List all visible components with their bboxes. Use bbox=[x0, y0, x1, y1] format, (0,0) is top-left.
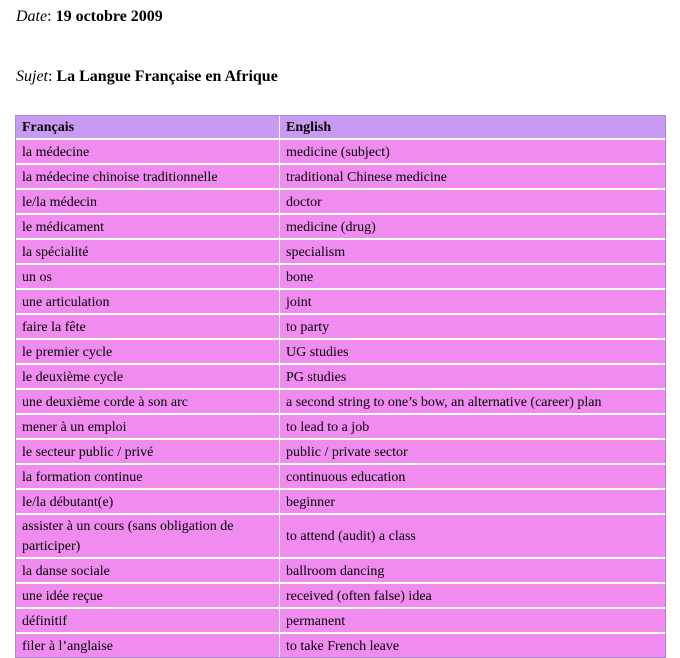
table-row bbox=[16, 559, 665, 584]
table-row bbox=[16, 215, 665, 240]
table-row bbox=[16, 315, 665, 340]
french-term-cell: le premier cycle bbox=[16, 340, 280, 365]
table-row bbox=[16, 190, 665, 215]
french-term-cell: la formation continue bbox=[16, 465, 280, 490]
french-term-cell: filer à l’anglaise bbox=[16, 634, 280, 657]
table-row bbox=[16, 415, 665, 440]
french-term-cell: une deuxième corde à son arc bbox=[16, 390, 280, 415]
table-row bbox=[16, 609, 665, 634]
english-translation-cell: UG studies bbox=[280, 340, 665, 365]
english-translation-cell: public / private sector bbox=[280, 440, 665, 465]
english-translation-cell: specialism bbox=[280, 240, 665, 265]
vocabulary-table bbox=[15, 115, 666, 658]
french-term-cell: la danse sociale bbox=[16, 559, 280, 584]
french-term-cell: la médecine chinoise traditionnelle bbox=[16, 165, 280, 190]
french-term-cell: le deuxième cycle bbox=[16, 365, 280, 390]
subject-value: La Langue Française en Afrique bbox=[56, 68, 278, 85]
subject-line: Sujet: La Langue Française en Afrique bbox=[16, 68, 278, 85]
french-term-cell: définitif bbox=[16, 609, 280, 634]
english-translation-cell: to take French leave bbox=[286, 638, 400, 654]
table-row bbox=[16, 240, 665, 265]
english-translation-cell: to lead to a job bbox=[280, 415, 665, 440]
date-value: 19 octobre 2009 bbox=[55, 8, 163, 25]
french-term-cell: une articulation bbox=[16, 290, 280, 315]
table-row bbox=[16, 265, 665, 290]
english-translation-cell: beginner bbox=[280, 490, 665, 515]
french-term-cell: le secteur public / privé bbox=[16, 440, 280, 465]
table-row bbox=[16, 634, 665, 657]
table-row bbox=[16, 140, 665, 165]
english-translation-cell: received (often false) idea bbox=[280, 584, 665, 609]
english-translation-cell: medicine (subject) bbox=[280, 140, 665, 165]
english-translation-cell: bone bbox=[280, 265, 665, 290]
vocabulary-table-body bbox=[16, 140, 665, 657]
english-translation-cell: PG studies bbox=[280, 365, 665, 390]
table-row bbox=[16, 390, 665, 415]
english-translation-cell: joint bbox=[280, 290, 665, 315]
english-translation-cell: ballroom dancing bbox=[280, 559, 665, 584]
french-term-cell: le/la débutant(e) bbox=[16, 490, 280, 515]
english-translation-cell: to attend (audit) a class bbox=[280, 515, 665, 559]
french-term-cell: le/la médecin bbox=[16, 190, 280, 215]
table-row bbox=[16, 165, 665, 190]
french-term-cell: le médicament bbox=[16, 215, 280, 240]
english-translation-cell: to party bbox=[280, 315, 665, 340]
english-translation-cell: a second string to one’s bow, an alternative (career) plan bbox=[280, 390, 665, 415]
french-term-cell: la médecine bbox=[16, 140, 280, 165]
english-translation-cell: permanent bbox=[280, 609, 665, 634]
french-term-cell: assister à un cours (sans obligation de participer) bbox=[16, 515, 280, 559]
date-line: Date: 19 octobre 2009 bbox=[16, 8, 163, 25]
table-row bbox=[16, 515, 665, 559]
table-row bbox=[16, 490, 665, 515]
french-term-cell: la spécialité bbox=[16, 240, 280, 265]
table-row bbox=[16, 465, 665, 490]
table-row bbox=[16, 584, 665, 609]
date-label: Date bbox=[16, 8, 48, 25]
english-translation-cell: doctor bbox=[280, 190, 665, 215]
column-header-english: English bbox=[280, 116, 665, 140]
table-row bbox=[16, 340, 665, 365]
english-translation-cell: medicine (drug) bbox=[280, 215, 665, 240]
french-term-cell: un os bbox=[16, 265, 280, 290]
english-translation-cell: traditional Chinese medicine bbox=[280, 165, 665, 190]
subject-label: Sujet bbox=[16, 68, 48, 85]
column-header-francais: Français bbox=[16, 116, 280, 140]
table-row bbox=[16, 365, 665, 390]
french-term-cell: une idée reçue bbox=[16, 584, 280, 609]
table-row bbox=[16, 440, 665, 465]
french-term-cell: faire la fête bbox=[16, 315, 280, 340]
english-translation-cell: continuous education bbox=[280, 465, 665, 490]
french-term-cell: mener à un emploi bbox=[16, 415, 280, 440]
table-header-row bbox=[16, 116, 665, 140]
table-row bbox=[16, 290, 665, 315]
